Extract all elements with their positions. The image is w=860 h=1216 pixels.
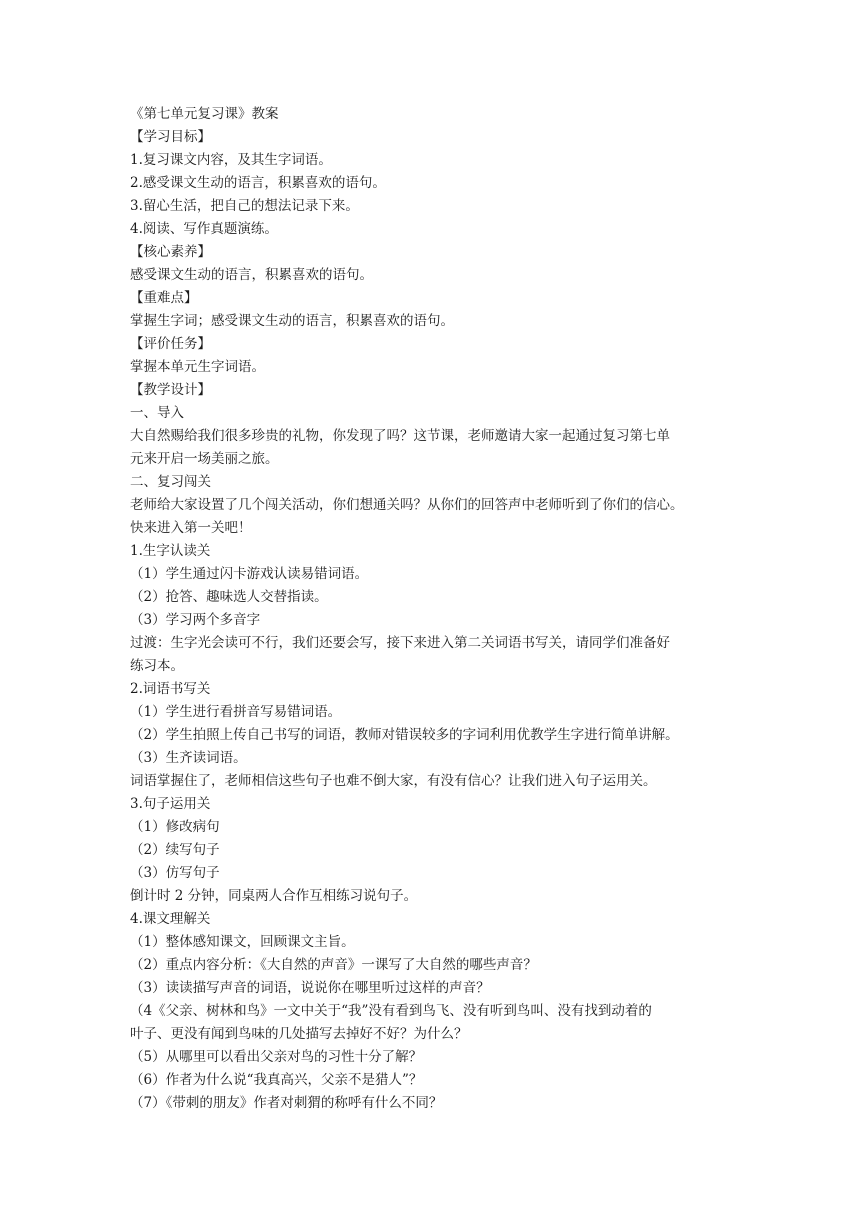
list-item: （6）作者为什么说“我真高兴，父亲不是猎人”？ — [130, 1072, 423, 1088]
section-heading-core-literacy: 【核心素养】 — [130, 244, 211, 260]
body-text: 练习本。 — [130, 658, 184, 674]
section-heading-objectives: 【学习目标】 — [130, 129, 211, 145]
subsection-heading: 二、复习闯关 — [130, 474, 211, 490]
subsection-heading: 一、导入 — [130, 405, 184, 421]
list-item: （1）修改病句 — [130, 819, 220, 835]
list-item: （3）仿写句子 — [130, 865, 220, 881]
body-text: 掌握生字词；感受课文生动的语言，积累喜欢的语句。 — [130, 313, 454, 329]
list-item: （5）从哪里可以看出父亲对鸟的习性十分了解？ — [130, 1049, 423, 1065]
objective-item: 1.复习课文内容，及其生字词语。 — [130, 152, 332, 168]
list-item: （4《父亲、树林和鸟》一文中关于“我”没有看到鸟飞、没有听到鸟叫、没有找到动着的 — [130, 1003, 652, 1019]
body-text: 过渡：生字光会读可不行，我们还要会写，接下来进入第二关词语书写关，请同学们准备好 — [130, 635, 670, 651]
list-item: （2）学生拍照上传自己书写的词语，教师对错误较多的字词利用优教学生字进行简单讲解。 — [130, 727, 679, 743]
list-item: （3）读读描写声音的词语，说说你在哪里听过这样的声音？ — [130, 980, 490, 996]
list-item: （3）生齐读词语。 — [130, 750, 247, 766]
stage-heading: 3.句子运用关 — [130, 796, 211, 812]
list-item: （2）抢答、趣味选人交替指读。 — [130, 589, 328, 605]
section-heading-evaluation: 【评价任务】 — [130, 336, 211, 352]
objective-item: 2.感受课文生动的语言，积累喜欢的语句。 — [130, 175, 386, 191]
list-item: （2）续写句子 — [130, 842, 220, 858]
body-text: 掌握本单元生字词语。 — [130, 359, 265, 375]
document-title: 《第七单元复习课》教案 — [130, 106, 279, 122]
body-text: 大自然赐给我们很多珍贵的礼物，你发现了吗？这节课，老师邀请大家一起通过复习第七单 — [130, 428, 670, 444]
stage-heading: 4.课文理解关 — [130, 911, 211, 927]
section-heading-teaching-design: 【教学设计】 — [130, 382, 211, 398]
objective-item: 3.留心生活，把自己的想法记录下来。 — [130, 198, 359, 214]
list-item: （2）重点内容分析：《大自然的声音》一课写了大自然的哪些声音？ — [130, 957, 537, 973]
list-item: （7）《带刺的朋友》作者对刺猬的称呼有什么不同？ — [130, 1095, 443, 1111]
body-text: 倒计时 2 分钟，同桌两人合作互相练习说句子。 — [130, 888, 418, 904]
stage-heading: 1.生字认读关 — [130, 543, 211, 559]
list-item: （1）学生通过闪卡游戏认读易错词语。 — [130, 566, 369, 582]
body-text: 快来进入第一关吧！ — [130, 520, 252, 536]
list-item: （3）学习两个多音字 — [130, 612, 261, 628]
section-heading-key-points: 【重难点】 — [130, 290, 198, 306]
body-text: 元来开启一场美丽之旅。 — [130, 451, 279, 467]
body-text: 老师给大家设置了几个闯关活动，你们想通关吗？从你们的回答声中老师听到了你们的信心。 — [130, 497, 684, 513]
list-item: （1）学生进行看拼音写易错词语。 — [130, 704, 342, 720]
body-text: 感受课文生动的语言，积累喜欢的语句。 — [130, 267, 373, 283]
list-item: 叶子、更没有闻到鸟味的几处描写去掉好不好？为什么？ — [130, 1026, 468, 1042]
stage-heading: 2.词语书写关 — [130, 681, 211, 697]
objective-item: 4.阅读、写作真题演练。 — [130, 221, 278, 237]
list-item: （1）整体感知课文，回顾课文主旨。 — [130, 934, 355, 950]
document-page — [130, 103, 770, 1115]
body-text: 词语掌握住了，老师相信这些句子也难不倒大家，有没有信心？让我们进入句子运用关。 — [130, 773, 657, 789]
